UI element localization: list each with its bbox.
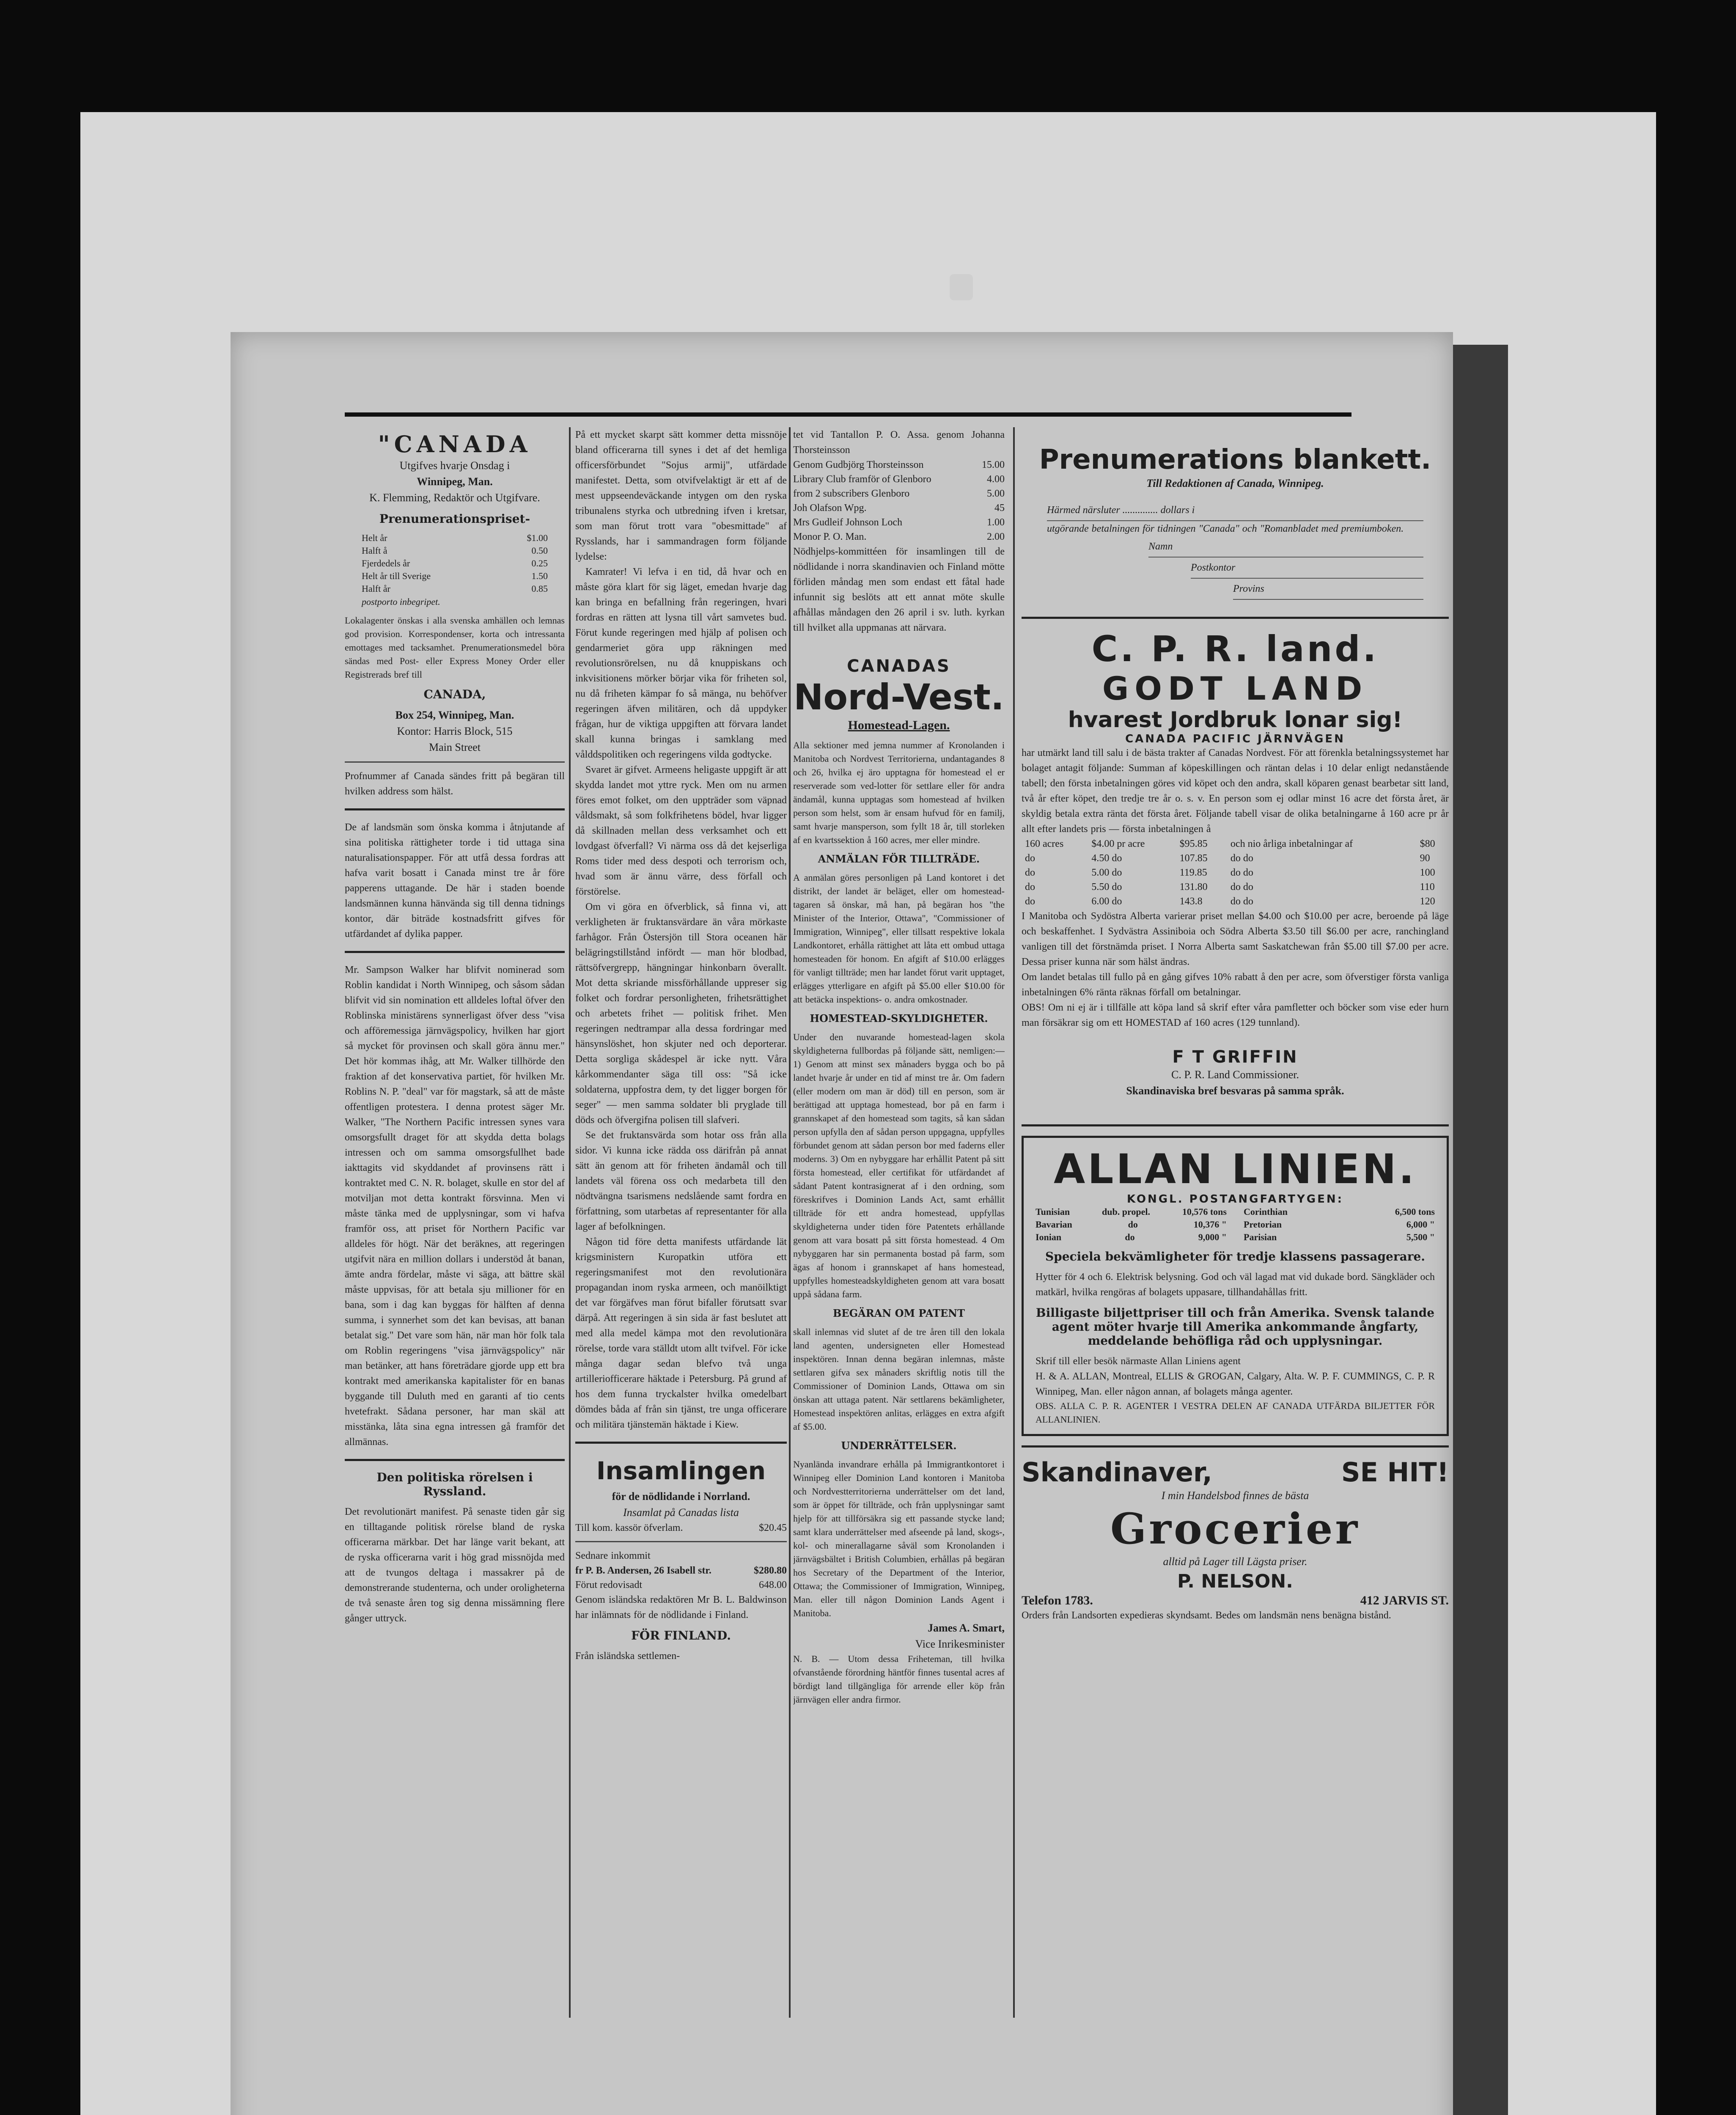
anmalan-heading: ANMÄLAN FÖR TILLTRÄDE. xyxy=(818,853,980,865)
masthead: "CANADA xyxy=(378,431,532,458)
homestead-heading: Homestead-Lagen. xyxy=(848,718,950,732)
allan-body-1: Hytter för 4 och 6. Elektrisk belysning. God och väl lagad mat vid dukade bord. Sängkläder och matkärl, hvilka rengöras af bolagets uppasare, tillhandahållas fritt. xyxy=(1036,1272,1435,1298)
column-2 xyxy=(575,427,787,2018)
price-row: Halft å 0.50 xyxy=(362,545,548,556)
donation-row: Till kom. kassör öfverlam. $20.45 xyxy=(575,1522,787,1533)
divider xyxy=(345,808,565,810)
jarvis-address: 412 JARVIS ST. xyxy=(1360,1593,1449,1607)
divider xyxy=(345,951,565,953)
ship-list-right xyxy=(1244,1206,1435,1244)
subscription-form-title: Prenumerations blankett. xyxy=(1039,444,1431,475)
cpr-body-2: I Manitoba och Sydöstra Alberta varierar priset mellan $4.00 och $10.00 per acre, beroende på läge och beskaffenhet. I Sydvästra Assiniboia och Södra Alberta $3.50 till $6.00 per acre, ranchingland vanligen till det förstnämda priset. I Norra Alberta samt Saskatchewan från $5.00 till $7.00 per acre. Dessa priser kunna när som hälst ändras. xyxy=(1022,911,1449,967)
patent-heading: BEGÄRAN OM PATENT xyxy=(833,1307,965,1319)
contact-row xyxy=(1022,1593,1449,1608)
postage-note: postporto inbegripet. xyxy=(362,596,440,607)
skandinaver-heading: Skandinaver, xyxy=(1022,1457,1212,1488)
sehit-heading: SE HIT! xyxy=(1341,1457,1449,1488)
office-address: Kontor: Harris Block, 515 xyxy=(397,725,513,737)
cpr-title: C. P. R. land. xyxy=(1091,628,1379,670)
divider xyxy=(1022,617,1449,619)
manifest-p2: Kamrater! Vi lefva i en tid, då hvar och en måste göra klart för sig läget, emedan hvarje dag kan bringa en befallning från regeringen, hvari fordras en rätten att lysna till vårt samvetes bud. Förut kunde regeringen med hjälp af polisen och gendarmeriet göra upp räkningen med revolutionsrörelsen, nu då knuppiskans och inkvisitionens mörker börjar vika för friheten sol, nu då friheten kämpar fo så mänga, nu behöfver regeringen äfven militären, och då uppdyker frågan, hur de viktiga uppgiften att förvara landet skall kunna bringas i samklang med vålddspolitiken och regeringens vilda godtycke. xyxy=(575,566,787,760)
ship-list-left xyxy=(1036,1206,1227,1244)
committee-notice: Nödhjelps-kommittéen för insamlingen till de nödlidande i norra skandinavien och Finland mötte förliden måndag men som endast ett fåtal hade infunnit sig beslöts att ett annat möte skulle afhållas måndagen den 26 april i sv. luth. kyrkan till hvilket alla uppmanas att närvara. xyxy=(793,546,1005,633)
divider xyxy=(575,1442,787,1444)
baldwinson-note: Genom isländska redaktören Mr B. L. Baldwinson har inlämnats för de nödlidande i Finland. xyxy=(575,1594,787,1621)
film-punch-hole xyxy=(950,274,973,300)
editor-line: K. Flemming, Redaktör och Utgifvare. xyxy=(369,492,540,504)
donation-row: Mrs Gudleif Johnson Loch 1.00 xyxy=(793,517,1005,528)
nordvest-heading: Nord-Vest. xyxy=(794,676,1004,718)
city-line: Winnipeg, Man. xyxy=(417,475,493,488)
street-address: Main Street xyxy=(429,741,481,753)
address-title: CANADA, xyxy=(423,687,486,701)
russia-article-body: Det revolutionärt manifest. På senaste tiden går sig en tilltagande politisk rörelse bland de ryska officerarna märkbar. Det har länge varit bekant, att de ryska officerarna varit i hög grad missnöjda med att de tvungos deltaga i massakrer på de demonstrerande studenterna, och under oroligheterna de två senaste åren tog sig denna missämning flere gånger uttryck. xyxy=(345,1506,565,1624)
box-address: Box 254, Winnipeg, Man. xyxy=(395,709,514,721)
column-rule xyxy=(569,427,571,2018)
anmalan-body: A anmälan göres personligen på Land kontoret i det distrikt, der landet är beläget, eller om homestead-tagaren så önskar, må han, på begäran hos "the Minister of the Interior, Ottawa", "Commissioner of Immigration, Winnipeg", eller tillsatt respektive lokala Landkontoret, erhålla rättighet att låta ett ombud uttaga homesteaden för honom. En afgift af $10.00 erlägges för vanligt tillträde; men har landet förut varit upptaget, erlägges ytterligare en afgift på $5.00 eller $10.00 för att betäcka inspektions- o. andra omkostnader. xyxy=(793,872,1005,1005)
donation-row: Förut redovisadt 648.00 xyxy=(575,1579,787,1590)
homestead-p1: Alla sektioner med jemna nummer af Kronolanden i Manitoba och Nordvest Territorierna, undantagandes 8 och 26, hvilka ej äro upptagna för homestead el er reserverade som ved-lotter för settlare eller för andra ändamål, kunna upptagas som homestead af hvilken person som helst, som är ensam hufvud för en familj, samt hvarje mansperson, som fyllt 18 år, till storleken af en kvartssektion å 160 acres, mer eller mindre. xyxy=(793,740,1005,845)
price-header: Prenumerationspriset- xyxy=(379,512,530,526)
column-rule xyxy=(1013,427,1015,2018)
later-received: Sednare inkommit xyxy=(575,1550,651,1561)
divider xyxy=(1022,1124,1449,1126)
skyldigheter-heading: HOMESTEAD-SKYLDIGHETER. xyxy=(810,1012,988,1025)
divider xyxy=(345,1459,565,1461)
signer-name: James A. Smart, xyxy=(928,1622,1005,1634)
underrattelser-body: Nyanlända invandrare erhålla på Immigrantkontoret i Winnipeg eller Dominion Land kontoren i Manitoba och Nordvestterritorierna underrättelser om det land, som är öppet för tillträde, och från upplysningar samt hjelp för att tillförsäkra sig ett passande stycke land; samt klara underrättelser med afseende på land, skogs-, kol- och minerallagarne såväl som Kronolanden i järnvägsbältet i British Columbien, erhållas på begäran hos Secretary of the Department of the Interior, Ottawa; the Commissioner of Immigration, Winnipeg, Man. eller till någon Dominion Lands Agent i Manitoba. xyxy=(793,1459,1005,1618)
insamling-subtitle: för de nödlidande i Norrland. xyxy=(612,1490,750,1502)
griffin-signature: F T GRIFFIN xyxy=(1172,1047,1298,1067)
donation-row: Monor P. O. Man. 2.00 xyxy=(793,531,1005,542)
price-list xyxy=(345,532,565,595)
table-row: do 5.50 do 131.80 do do 110 xyxy=(1025,882,1435,893)
ship-row: Parisian 5,500 " xyxy=(1244,1232,1435,1242)
donation-intro: tet vid Tantallon P. O. Assa. genom Johanna Thorsteinsson xyxy=(793,429,1005,456)
ship-list xyxy=(1036,1206,1435,1244)
signer-title: Vice Inrikesminister xyxy=(915,1638,1005,1650)
column-rule xyxy=(789,427,791,2018)
walker-article: Mr. Sampson Walker har blifvit nominerad som Roblin kandidat i North Winnipeg, och såsom sådan blifvit vid sin nomination ett alldeles loftal öfver den Roblinska ministärens synnerligast öfver dess "visa och afföremessiga järnvägspolicy, hvilken har gjort så mycket för provinsen och skall göra ännu mer." Det hör kommas ihåg, att Mr. Walker tillhörde den fraktion af det konservativa partiet, för hvilken Mr. Roblins N. P. "deal" var för magstark, så att de måste offentligen protestera. I denna protest säger Mr. Walker, "The Northern Pacific intressen synes vara omsorgsfullt draget för att skydda detta bolags intressen och om samma omsorgsfullhet bade iakttagits vid skyddandet af provinsens rätt i kontraktet med C. N. R. bolaget, skulle en stor del af motviljan mot detta kontrakt försvinna. Men vi måste tänka med de upplysningar, som vi hafva framför oss, att priset för Northern Pacific var alldeles för högt. När det beräknes, att regeringen utgifvit nära en million dollars i understöd åt banan, ämte andra fördelar, måste vi säga, att bättre skäl måste uppvisas, för att betala sju millioner för en bana, som i dag kan byggas för hälften af denna summa, i synnerhet som det kan bevisas, att banan betalat sig." Det vare som hän, när man hör folk tala om Roblin regeringens "visa järnvägspolicy" när man betänker, att hans företrädare gjorde upp ett bra kontrakt med amerikanska kapitalister för en banas byggande till Duluth med en garanti af tio cents hvetefrakt. Sådana personer, har man skäl att misstänka, låta sina egna intressen gå framför det allmännas. xyxy=(345,964,565,1448)
allan-heading-1: Speciela bekvämligheter för tredje klassens passagerare. xyxy=(1045,1250,1426,1264)
payment-table xyxy=(1022,837,1449,909)
manifest-p4: Om vi göra en öfverblick, så finna vi, att verkligheten är fruktansvärdare än våra mörkaste farhågor. Från Östersjön till Stora oceanen här belägringstillstånd infördt — man hör blodbad, rättsöfvergrepp, hängningar hinkonbarn överallt. Mot detta skriande missförhållande uppreser sig folket och fordrar personligheten, frihetsrättighet och arbetets frihet — politisk frihet. Men regeringen nedtrampar alla dessa fordringar med hänsynslöshet, hon skjuter ned och deporterar. Detta sorgliga skådespel är icke nytt. Våra kårkommendanter säga till oss: "Så icke soldaterna, uppfostra dem, ty det ligger borgen för seger" — men samma soldater bli pryglade till döds och öfvergifna polisen till slafveri. xyxy=(575,901,787,1126)
russia-article-title: Den politiska rörelsen i Ryssland. xyxy=(376,1470,533,1498)
newspaper-page xyxy=(231,332,1453,2115)
table-row: do 5.00 do 119.85 do do 100 xyxy=(1025,867,1435,878)
for-finland-heading: FÖR FINLAND. xyxy=(631,1629,731,1643)
manifest-p6: Någon tid före detta manifests utfärdande lät krigsministern Kuropatkin utföra ett regeringsmanifest mot den revolutionära propagandan inom ryska armeen, och manöilktigt det var förgäfves man förut bifaller förutsatt svar därpå. Att regeringen ä sin sida är fast beslutet att med alla medel kämpa mot den revolutionära rörelse, torde vara ställdt utom allt tvifvel. För icke många dagar sedan blefvo två unga artilleriofficerare häktade i Petersburg. På grund af hos dem funna tryckalster hvilka omedelbart dömdes båda af från sin tjänst, tre unga officerare och militära tjänstemän häktade i Kiew. xyxy=(575,1236,787,1430)
price-row: Halft år 0.85 xyxy=(362,583,548,594)
column-3 xyxy=(793,427,1005,2018)
sample-copy-notice: Profnummer af Canada sändes fritt på begäran till hvilken address som hälst. xyxy=(345,771,565,797)
icelandic-settlement: Från isländska settlemen- xyxy=(575,1651,680,1662)
grocerier-heading: Grocerier xyxy=(1110,1504,1360,1554)
allan-obs: OBS. ALLA C. P. R. AGENTER I VESTRA DELEN AF CANADA UTFÄRDA BILJETTER FÖR ALLANLINIEN. xyxy=(1036,1401,1435,1425)
canadas-heading: CANADAS xyxy=(847,656,951,676)
manifest-p5: Se det fruktansvärda som hotar oss från alla sidor. Vi kunna icke rädda oss därifrån på annat sätt än genom att för friheten ändamål och till landets väl förena oss och medarbeta till den nödtvängna tsarismens nedslående samt fordra en författning, som utarbetas af representanter för alla lager af befolkningen. xyxy=(575,1130,787,1232)
donation-row: from 2 subscribers Glenboro 5.00 xyxy=(793,488,1005,499)
ship-row: Bavarian do 10,376 " xyxy=(1036,1219,1227,1230)
allan-body-2: Skrif till eller besök närmaste Allan Liniens agent xyxy=(1036,1356,1241,1367)
skyldigheter-body: Under den nuvarande homestead-lagen skola skyldigheterna fullbordas på följande sätt, nemligen:— 1) Genom att minst sex månaders bygga och bo på landet hvarje år under en tid af minst tre år. Om fadern (eller modern om man är död) till en person, som är berättigad att upptaga homestead, bor på en farm i grannskapet af den homestead som tagits, så kan sådan person upfylla den af sådan person uppgagna, uppfylles förbundet genom att sådan person bor med faderns eller moderns. 3) Om en nybyggare har erhållit Patent på sitt första homestead, eller certifikat för utfärdandet af sådant Patent kontrasignerat af i den ordning, som föreskrifves i Dominion Lands Act, samt erhållit tillträde för ett andra homestead, uppfyllas skyldigheterna under tiden före Patentets erhållande genom att vara bosatt på sitt första homestead. 4 Om nybyggaren har sin permanenta bostad på farm, som ägas af honom i grannskapet af hans homestead, uppfylles homesteadskyldigheten genom att vara bosatt uppå sådana farm. xyxy=(793,1032,1005,1299)
price-row: Helt år till Sverige 1.50 xyxy=(362,571,548,581)
naturalisation-notice: De af landsmän som önska komma i åtnjutande af sina politiska rättigheter torde i tid uttaga sina naturalisationspapper. För att utfå dessa fordras att hafva varit bosatt i Canada minst tre år före papperens uttagande. De här i staden boende landsmännen kunna hänvända sig till denna tidnings kontor, där biträde kostnadsfritt gifves för utfärdandet af dylika papper. xyxy=(345,822,565,939)
griffin-title: C. P. R. Land Commissioner. xyxy=(1171,1068,1299,1081)
telefon: Telefon 1783. xyxy=(1022,1593,1093,1607)
ship-row: Corinthian 6,500 tons xyxy=(1244,1206,1435,1217)
agents-notice: Lokalagenter önskas i alla svenska amhällen och lemnas god provision. Korrespondenser, korta och intressanta emottages med tacksamhet. Prenumerationsmedel böra sändas med Post- eller Express Money Order eller Registrerads bref till xyxy=(345,615,565,680)
ship-row: Ionian do 9,000 " xyxy=(1036,1232,1227,1242)
subscription-form-subtitle: Till Redaktionen af Canada, Winnipeg. xyxy=(1146,477,1324,489)
donation-row: Joh Olafson Wpg. 45 xyxy=(793,503,1005,514)
allan-title: ALLAN LINIEN. xyxy=(1053,1145,1417,1193)
allan-heading-2: Billigaste biljettpriser till och från Amerika. Svensk talande agent möter hvarje till Amerika ankommande ångfarty, meddelande behöfliga råd och upplysningar. xyxy=(1036,1306,1435,1348)
divider xyxy=(1022,1445,1449,1448)
cpr-body-1: har utmärkt land till salu i de bästa trakter af Canadas Nordvest. För att förenkla betalningssystemet har bolaget antagit följande: Summan af köpeskillingen och räntan delas i 10 delar enligt nedanstående tabell; den första inbetalningen göres vid köpet och den andra, skall köparen genast bearbetar sitt land, två år efter köpet, den tredje tre år o. s. v. En person som ej odlar minst 16 acre det första året, är skyldig betala extra ränta det första året. Följande tabell visar de olika betalningarne å 160 acre pr år allt efter landets pris — första inbetalningen å xyxy=(1022,747,1449,835)
form-purpose: utgörande betalningen för tidningen "Canada" och "Romanbladet med premiumboken. xyxy=(1047,523,1404,534)
allan-subtitle: KONGL. POSTANGFARTYGEN: xyxy=(1126,1193,1344,1206)
scandinavian-letters-note: Skandinaviska bref besvaras på samma språk. xyxy=(1126,1085,1344,1097)
manifest-intro: På ett mycket skarpt sätt kommer detta missnöje bland officerarna till synes i det af det hemliga officersförbundet "Sojus armij", utfärdade manifestet. Detta, som otvifvelaktigt är ett af de mest uppseendeväckande intygen om den ryska tribunalens styrka och utbredning ifven i kretsar, som man förut trott vara "obesmittade" af Rysslands, har i sammandragen form följande lydelse: xyxy=(575,429,787,562)
column-1 xyxy=(345,427,565,2018)
postoffice-field: Postkontor xyxy=(1191,558,1423,579)
hvarest-heading: hvarest Jordbruk lonar sig! xyxy=(1068,707,1403,733)
table-row: do 6.00 do 143.8 do do 120 xyxy=(1025,896,1435,907)
patent-body: skall inlemnas vid slutet af de tre åren till den lokala land agenten, undersigneten eller Homestead inspektören. Innan denna begäran inlemnas, måste settlaren gifva sex månaders skriftlig notis till the Commissioner of Dominion Lands, Ottawa om sin önskan att uttaga patent. När settlarens bekämligheter, Homestead inspektören anlitas, erlägges en extra afgift af $5.00. xyxy=(793,1327,1005,1432)
divider xyxy=(345,761,565,763)
handelsbod-line: I min Handelsbod finnes de bästa xyxy=(1161,1489,1309,1502)
cpj-heading: CANADA PACIFIC JÄRNVÄGEN xyxy=(1125,733,1345,745)
price-row: Helt år $1.00 xyxy=(362,533,548,543)
allan-agents: H. & A. ALLAN, Montreal, ELLIS & GROGAN, Calgary, Alta. W. P. F. CUMMINGS, C. P. R Winnipeg, Man. eller någon annan, af bolagets många agenter. xyxy=(1036,1371,1435,1397)
issued-line: Utgifves hvarje Onsdag i xyxy=(399,459,510,472)
nelson-name: P. NELSON. xyxy=(1177,1571,1293,1592)
column-4 xyxy=(1022,427,1449,2018)
donation-row: Genom Gudbjörg Thorsteinsson 15.00 xyxy=(793,459,1005,470)
divider xyxy=(575,1541,787,1542)
price-row: Fjerdedels år 0.25 xyxy=(362,558,548,569)
lager-line: alltid på Lager till Lägsta priser. xyxy=(1163,1555,1307,1568)
ship-row: Pretorian 6,000 " xyxy=(1244,1219,1435,1230)
manifest-p3: Svaret är gifvet. Armeens heligaste uppgift är att skydda landet mot yttre ryck. Men om nu armen föres emot folket, om den uppträder som väpnad våldsmakt, så som folkfrihetens bödel, hvar ligger då skillnaden mellan dess verksamhet och ett lovdgast öfverfall? Vi närma oss då det kejserliga Roms tider med dess despoti och terrorism och, hvad som är ännu värre, dess förfall och förstörelse. xyxy=(575,764,787,897)
godt-land-heading: GODT LAND xyxy=(1102,670,1368,707)
ship-row: Tunisian dub. propel. 10,576 tons xyxy=(1036,1206,1227,1217)
cpr-body-3: Om landet betalas till fullo på en gång gifves 10% rabatt å den per acre, som öfverstiger första vanliga inbetalningen 6% ränta räknas förfall om betalningar. xyxy=(1022,972,1449,998)
name-field: Namn xyxy=(1148,536,1423,558)
table-row: do 4.50 do 107.85 do do 90 xyxy=(1025,853,1430,864)
amount-line: Härmed närsluter .............. dollars i xyxy=(1047,500,1423,521)
nb-note: N. B. — Utom dessa Friheteman, till hvilka ofvanstående förordning häntför finnes tusental acres af bördigt land tillgängliga för arrende eller köp från järnvägen eller andra firmor. xyxy=(793,1654,1005,1705)
donation-row: Library Club framför of Glenboro 4.00 xyxy=(793,474,1005,485)
top-rule xyxy=(345,412,1351,417)
grocery-ad-header xyxy=(1022,1457,1449,1488)
province-field: Provins xyxy=(1233,579,1423,600)
orders-note: Orders från Landsorten expedieras skyndsamt. Bedes om landsmän nens benägna bistånd. xyxy=(1022,1610,1391,1621)
allan-line-ad xyxy=(1022,1136,1449,1436)
cpr-body-4: OBS! Om ni ej är i tillfälle att köpa land så skrif efter våra pamfletter och böcker som vise eder hurn man försäkrar sig om ett HOMESTAD af 160 acres (129 tunnland). xyxy=(1022,1002,1449,1028)
donation-row: fr P. B. Andersen, 26 Isabell str. $280.80 xyxy=(575,1565,787,1576)
donation-list xyxy=(793,458,1005,544)
underrattelser-heading: UNDERRÄTTELSER. xyxy=(841,1439,957,1452)
table-row: 160 acres $4.00 pr acre $95.85 och nio årliga inbetalningar af $80 xyxy=(1025,838,1435,849)
insamling-title: Insamlingen xyxy=(596,1456,766,1485)
insamling-subtitle-2: Insamlat på Canadas lista xyxy=(623,1506,739,1519)
